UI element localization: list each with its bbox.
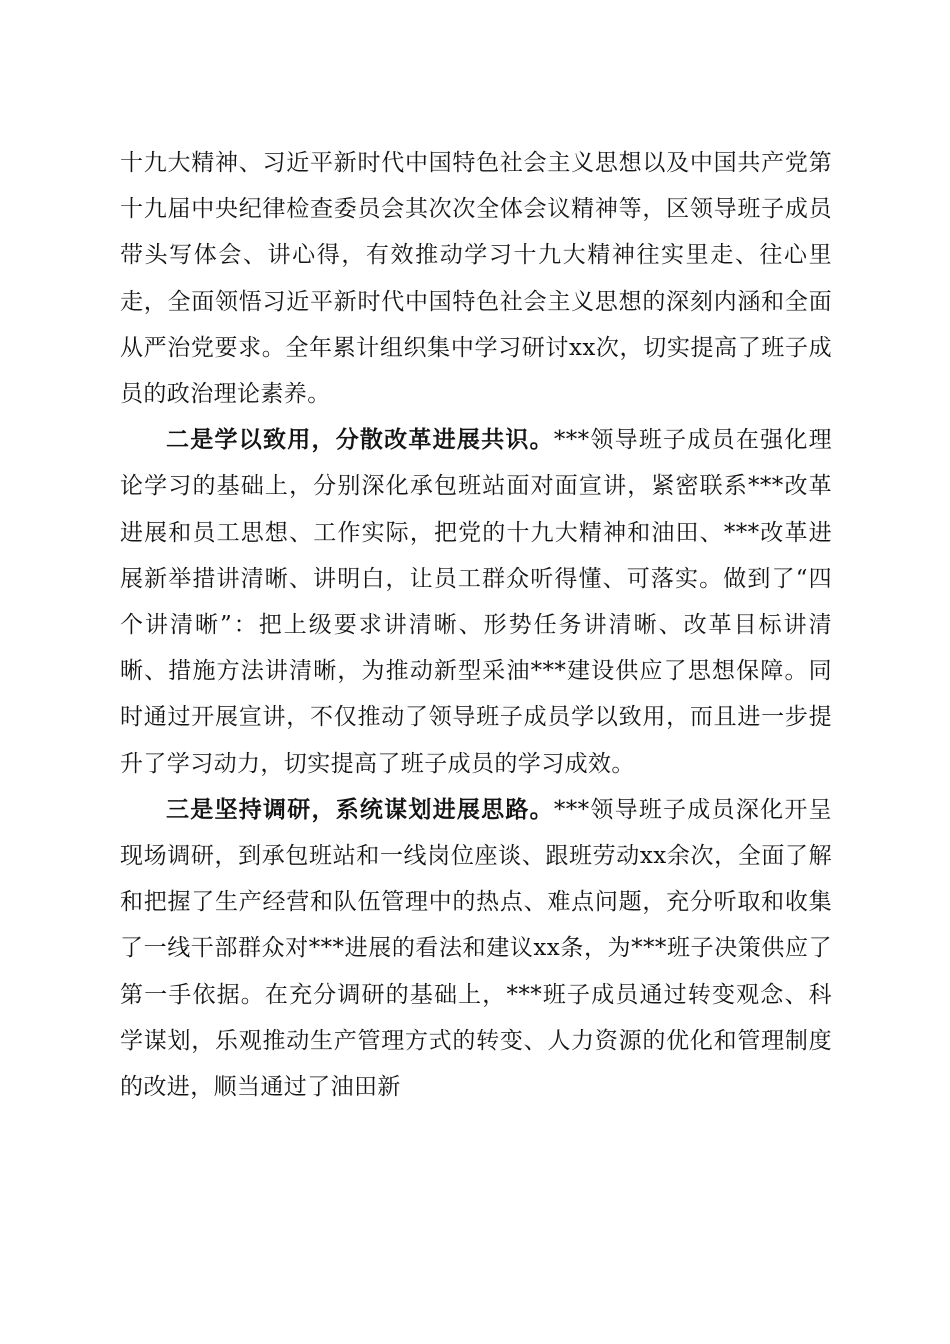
- paragraph-lead: 三是坚持调研，系统谋划进展思路。: [166, 795, 554, 823]
- paragraph-study-spirit: [120, 140, 832, 417]
- paragraph-lead: 二是学以致用，分散改革进展共识。: [166, 426, 554, 454]
- paragraph-text: ***领导班子成员在强化理论学习的基础上，分别深化承包班站面对面宣讲，紧密联系***改革进展和员工思想、工作实际，把党的十九大精神和油田、***改革进展新举措讲清晰、讲明白，让员工群众听得懂、可落实。做到了“四个讲清晰”：把上级要求讲清晰、形势任务讲清晰、改革目标讲清晰、措施方法讲清晰，为推动新型采油***建设供应了思想保障。同时通过开展宣讲，不仅推动了领导班子成员学以致用，而且进一步提升了学习动力，切实提高了班子成员的学习成效。: [120, 427, 832, 777]
- paragraph-text: 十九大精神、习近平新时代中国特色社会主义思想以及中国共产党第十九届中央纪律检查委员会其次次全体会议精神等，区领导班子成员带头写体会、讲心得，有效推动学习十九大精神往实里走、往心里走，全面领悟习近平新时代中国特色社会主义思想的深刻内涵和全面从严治党要求。全年累计组织集中学习研讨xx次，切实提高了班子成员的政治理论素养。: [120, 150, 832, 408]
- document-body: [120, 140, 832, 1110]
- paragraph-apply-learning: [120, 417, 832, 787]
- paragraph-research: [120, 787, 832, 1110]
- paragraph-text: ***领导班子成员深化开呈现场调研，到承包班站和一线岗位座谈、跟班劳动xx余次，全面了解和把握了生产经营和队伍管理中的热点、难点问题，充分听取和收集了一线干部群众对***进展的看法和建议xx条，为***班子决策供应了第一手依据。在充分调研的基础上，***班子成员通过转变观念、科学谋划，乐观推动生产管理方式的转变、人力资源的优化和管理制度的改进，顺当通过了油田新: [120, 796, 832, 1101]
